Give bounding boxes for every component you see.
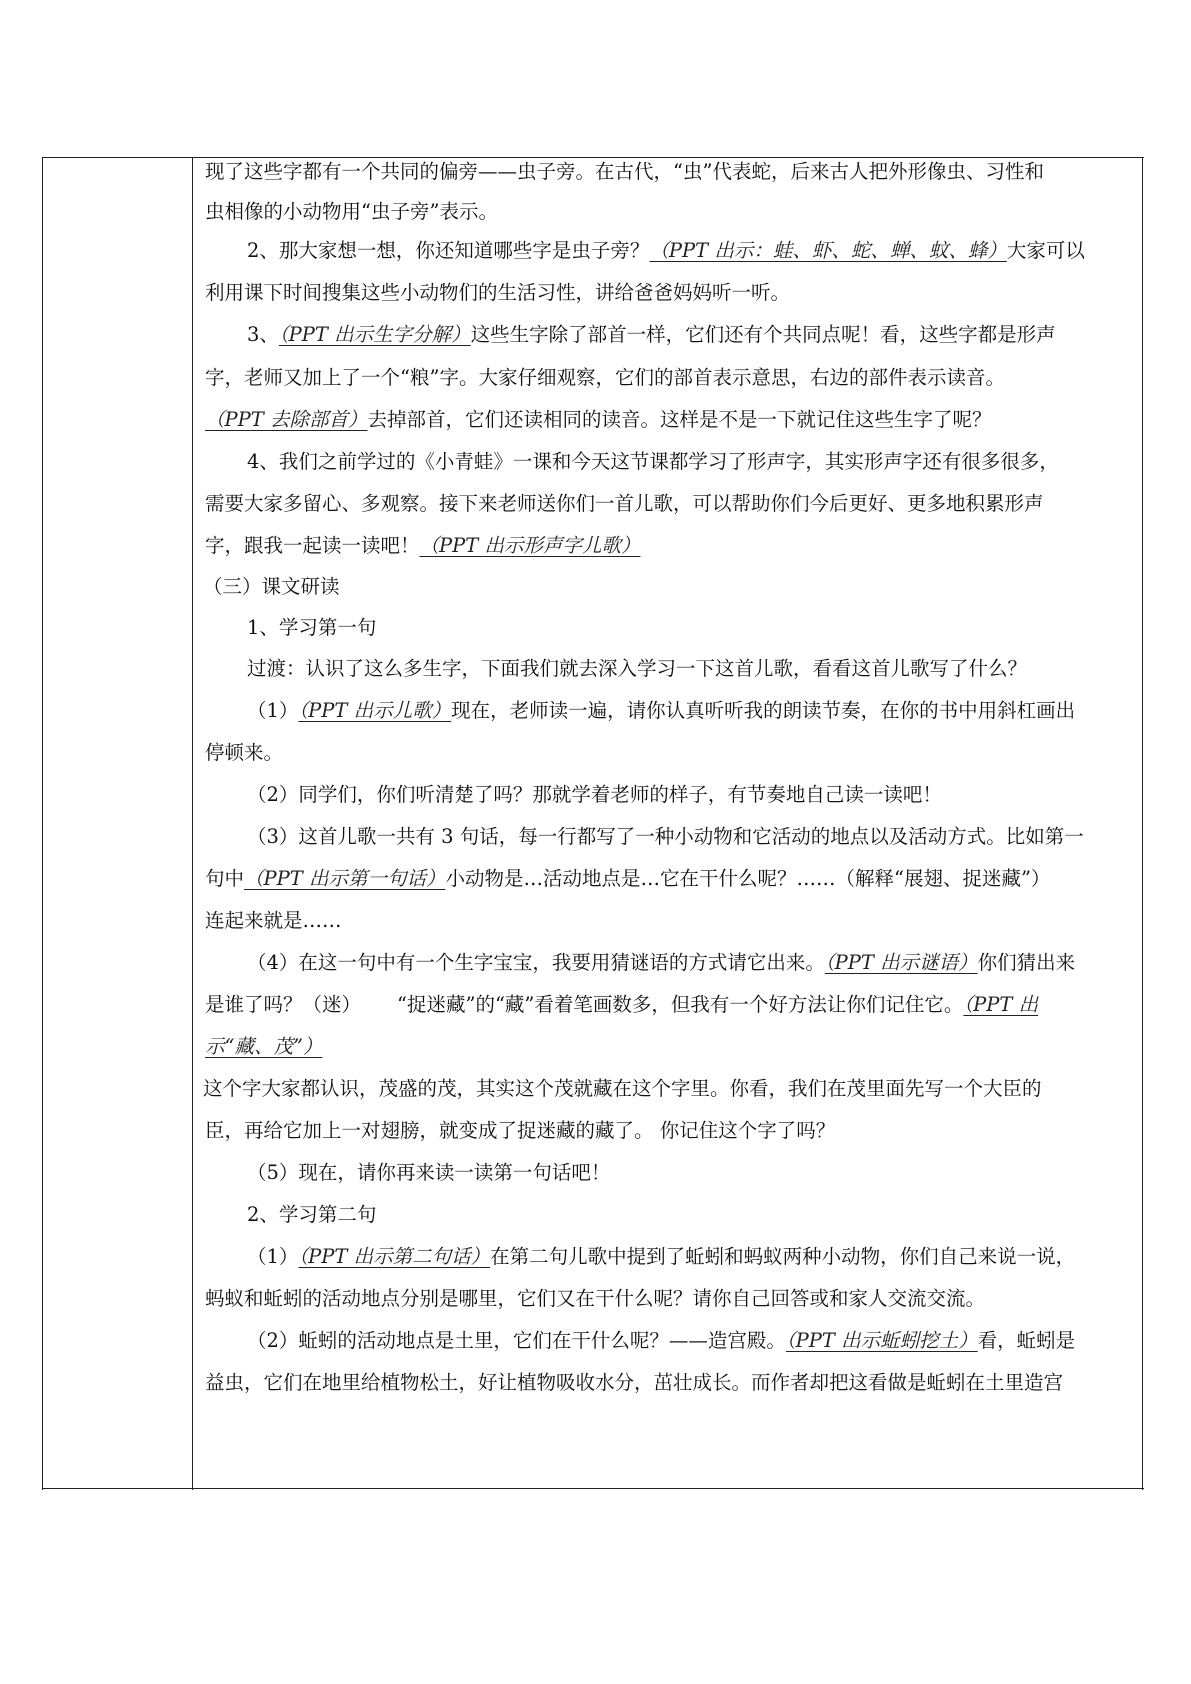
text-span: 字，跟我一起读一读吧！ xyxy=(205,534,420,557)
ppt-note: （PPT 出示第二句话） xyxy=(298,1245,491,1268)
text-span: 2、那大家想一想，你还知道哪些字是虫子旁？ xyxy=(247,239,650,262)
text-span: （2）同学们，你们听清楚了吗？那就学着老师的样子，有节奏地自己读一读吧！ xyxy=(247,783,942,806)
text-line xyxy=(205,867,1135,891)
text-span: 1、学习第一句 xyxy=(247,616,377,639)
text-line xyxy=(205,492,1135,516)
ppt-note: （PPT 出 xyxy=(963,993,1039,1016)
text-span: 蚂蚁和蚯蚓的活动地点分别是哪里，它们又在干什么呢？请你自己回答或和家人交流交流。 xyxy=(205,1287,986,1310)
text-span: 句中 xyxy=(205,867,245,890)
ppt-note: （PPT 出示第一句话） xyxy=(244,867,446,890)
text-line xyxy=(205,909,1135,933)
text-span: （1） xyxy=(247,699,299,722)
text-line xyxy=(205,1287,1135,1311)
text-span: （三）课文研读 xyxy=(203,575,340,598)
ppt-note: （PPT 出示儿歌） xyxy=(298,699,452,722)
text-line xyxy=(205,657,1177,681)
ppt-note: （PPT 出示蚯蚓挖土） xyxy=(785,1329,978,1352)
text-span: 现了这些字都有一个共同的偏旁——虫子旁。在古代，“虫”代表蛇，后来古人把外形像虫、习性和 xyxy=(205,160,1044,183)
text-span: 是谁了吗？（迷） xyxy=(205,993,362,1016)
text-line xyxy=(205,160,1135,184)
text-span: 虫相像的小动物用“虫子旁”表示。 xyxy=(205,200,498,223)
text-span: 字，老师又加上了一个“粮”字。大家仔细观察，它们的部首表示意思，右边的部件表示读音。 xyxy=(205,366,1005,389)
text-line xyxy=(205,1245,1177,1269)
table-right-border xyxy=(1142,157,1143,1490)
text-span: 在第二句儿歌中提到了蚯蚓和蚂蚁两种小动物，你们自己来说一说， xyxy=(490,1245,1076,1268)
text-span: （4）在这一句中有一个生字宝宝，我要用猜谜语的方式请它出来。 xyxy=(247,951,825,974)
ppt-note: 示“藏、茂”） xyxy=(205,1035,323,1058)
ppt-note: （PPT 出示谜语） xyxy=(824,951,978,974)
text-line xyxy=(205,1119,1135,1143)
text-line xyxy=(205,951,1177,975)
text-span: 大家可以 xyxy=(1006,239,1085,262)
text-line xyxy=(205,323,1177,347)
subsection-heading xyxy=(205,1203,1177,1227)
table-bottom-border xyxy=(42,1488,1144,1489)
ppt-note: （PPT 出示形声字儿歌） xyxy=(419,534,641,557)
text-line xyxy=(205,1329,1177,1353)
text-span: 你们猜出来 xyxy=(977,951,1076,974)
text-span: “捉迷藏”的“藏”看着笔画数多，但我有一个好方法让你们记住它。 xyxy=(397,993,964,1016)
text-span: （1） xyxy=(247,1245,299,1268)
text-span: 去掉部首，它们还读相同的读音。这样是不是一下就记住这些生字了呢？ xyxy=(367,408,992,431)
text-line xyxy=(205,200,1135,224)
table-column-divider xyxy=(192,157,193,1490)
text-line xyxy=(205,825,1177,849)
text-line xyxy=(205,783,1177,807)
text-line xyxy=(205,239,1177,263)
ppt-note: （PPT 出示：蛙、虾、蛇、蝉、蚊、蜂） xyxy=(649,239,1007,262)
text-line xyxy=(205,366,1135,390)
text-line xyxy=(205,408,1135,432)
text-span: 利用课下时间搜集这些小动物们的生活习性，讲给爸爸妈妈听一听。 xyxy=(205,281,791,304)
text-span: 需要大家多留心、多观察。接下来老师送你们一首儿歌，可以帮助你们今后更好、更多地积累形声 xyxy=(205,492,1044,515)
table-left-border xyxy=(42,157,43,1490)
subsection-heading xyxy=(205,616,1177,640)
text-span: 看，蚯蚓是 xyxy=(977,1329,1076,1352)
text-line xyxy=(205,993,1135,1017)
text-span: 这些生字除了部首一样，它们还有个共同点呢！看，这些字都是形声 xyxy=(470,323,1056,346)
text-line xyxy=(205,741,1135,765)
text-line xyxy=(205,1161,1177,1185)
text-line xyxy=(205,1371,1135,1395)
text-line xyxy=(205,699,1177,723)
text-span: 小动物是…活动地点是…它在干什么呢？……（解释“展翅、捉迷藏”） xyxy=(445,867,1051,890)
ppt-note: （PPT 去除部首） xyxy=(205,408,368,431)
text-line xyxy=(205,450,1177,474)
text-line xyxy=(205,281,1135,305)
text-span: （2）蚯蚓的活动地点是土里，它们在干什么呢？——造宫殿。 xyxy=(247,1329,786,1352)
table-top-border xyxy=(42,157,1144,158)
text-span: 臣，再给它加上一对翅膀，就变成了捉迷藏的藏了。 你记住这个字了吗？ xyxy=(205,1119,836,1142)
text-span: 现在，老师读一遍，请你认真听听我的朗读节奏，在你的书中用斜杠画出 xyxy=(451,699,1076,722)
text-span: 这个字大家都认识，茂盛的茂，其实这个茂就藏在这个字里。你看，我们在茂里面先写一个大臣的 xyxy=(203,1077,1042,1100)
text-span: 停顿来。 xyxy=(205,741,284,764)
text-span: 4、我们之前学过的《小青蛙》一课和今天这节课都学习了形声字，其实形声字还有很多很多， xyxy=(247,450,1059,473)
text-span: 2、学习第二句 xyxy=(247,1203,377,1226)
text-line xyxy=(205,534,1135,558)
text-span: 益虫，它们在地里给植物松土，好让植物吸收水分，茁壮成长。而作者却把这看做是蚯蚓在土里造宫 xyxy=(205,1371,1064,1394)
text-span: 连起来就是…… xyxy=(205,909,342,932)
text-span: （3）这首儿歌一共有 3 句话，每一行都写了一种小动物和它活动的地点以及活动方式。比如第一 xyxy=(247,825,1084,848)
text-span: 过渡：认识了这么多生字，下面我们就去深入学习一下这首儿歌，看看这首儿歌写了什么？ xyxy=(247,657,1028,680)
text-span: 3、 xyxy=(247,323,279,346)
ppt-note: （PPT 出示生字分解） xyxy=(278,323,471,346)
text-line xyxy=(205,1035,1135,1059)
text-span: （5）现在，请你再来读一读第一句话吧！ xyxy=(247,1161,611,1184)
